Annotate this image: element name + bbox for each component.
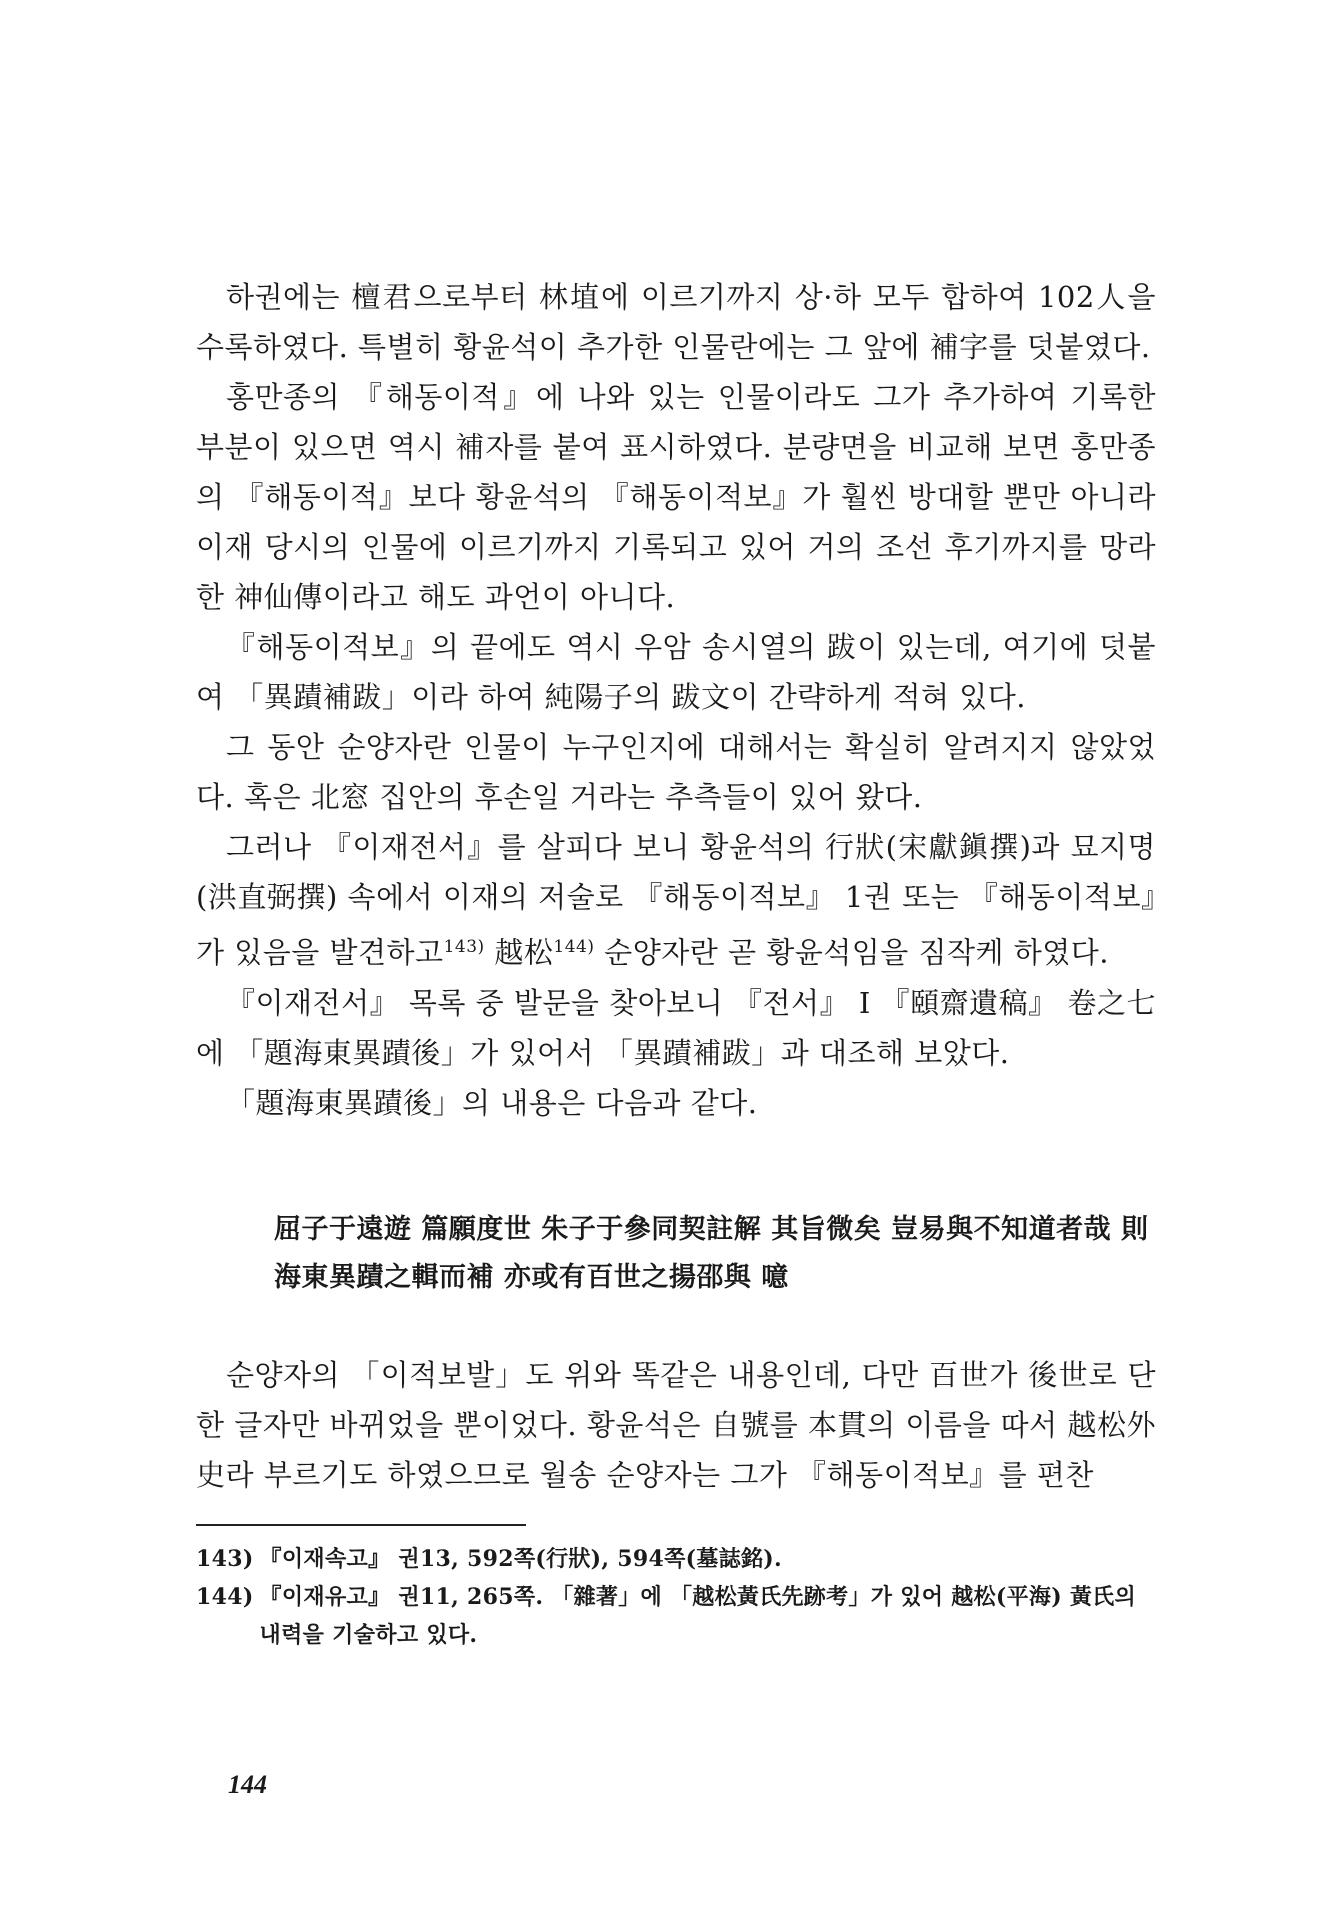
quote-line-2: 海東異蹟之輯而補 亦或有百世之揚邵與 噫 (274, 1262, 789, 1293)
paragraph-2: 홍만종의 『해동이적』에 나와 있는 인물이라도 그가 추가하여 기록한 부분이 있으면 역시 補자를 붙여 표시하였다. 분량면을 비교해 보면 홍만종의 『해동이적』보다 황윤석의 『해동이적보』가 훨씬 방대할 뿐만 아니라 이재 당시의 인물에 이르기까지 기록되고 있어 거의 조선 후기까지를 망라한 神仙傳이라고 해도 과언이 아니다. (196, 380, 1156, 614)
paragraph-4: 그 동안 순양자란 인물이 누구인지에 대해서는 확실히 알려지지 않았었다. 혹은 北窓 집안의 후손일 거라는 추측들이 있어 왔다. (196, 730, 1156, 814)
quote-line-1: 屈子于遠遊 篇願度世 朱子于參同契註解 其旨微矣 豈易與不知道者哉 則 (274, 1214, 1149, 1245)
footnote-ref-143: 143) (443, 937, 485, 957)
paragraph-8: 순양자의 「이적보발」도 위와 똑같은 내용인데, 다만 百世가 後世로 단 한 글자만 바뀌었을 뿐이었다. 황윤석은 自號를 本貫의 이름을 따서 越松外史라 부르기도 하였으므로 월송 순양자는 그가 『해동이적보』를 편찬 (196, 1358, 1156, 1492)
paragraph-5 (196, 822, 1156, 978)
footnote-ref-144: 144) (553, 937, 595, 957)
footnote-text: 『이재유고』 권11, 265쪽. 「雜著」에 「越松黃氏先跡考」가 있어 越松(平海) 黃氏의 내력을 기술하고 있다. (259, 1584, 1137, 1648)
footnotes (196, 1540, 1160, 1654)
page-number: 144 (228, 1770, 267, 1799)
paragraph-6: 『이재전서』 목록 중 발문을 찾아보니 『전서』 I 『頤齋遺稿』 卷之七에 「題海東異蹟後」가 있어서 「異蹟補跋」과 대조해 보았다. (196, 985, 1156, 1070)
paragraph-3: 『해동이적보』의 끝에도 역시 우암 송시열의 跋이 있는데, 여기에 덧붙여 「異蹟補跋」이라 하여 純陽子의 跋文이 간략하게 적혀 있다. (196, 630, 1156, 714)
paragraph-1: 하권에는 檀君으로부터 林埴에 이르기까지 상·하 모두 합하여 102人을 수록하였다. 특별히 황윤석이 추가한 인물란에는 그 앞에 補字를 덧붙였다. (196, 280, 1156, 364)
classical-chinese-quote (262, 1206, 1162, 1302)
footnote-143 (196, 1540, 1160, 1578)
footnote-number: 144) (196, 1584, 254, 1610)
footnote-divider (196, 1524, 526, 1526)
paragraph-5-text-before: 그러나 『이재전서』를 살피다 보니 황윤석의 行狀(宋獻鎭撰)과 묘지명(洪直弼撰) 속에서 이재의 저술로 『해동이적보』 1권 또는 『해동이적보』가 있음을 발견하고 (196, 830, 1156, 970)
footnote-text: 『이재속고』 권13, 592쪽(行狀), 594쪽(墓誌銘). (259, 1546, 782, 1572)
paragraph-5-text-mid: 越松 (484, 935, 554, 970)
footnote-number: 143) (196, 1546, 254, 1572)
paragraph-5-text-after: 순양자란 곧 황윤석임을 짐작케 하였다. (594, 935, 1110, 970)
main-body-text (196, 272, 1156, 1128)
paragraph-7: 「題海東異蹟後」의 내용은 다음과 같다. (226, 1085, 758, 1120)
footnote-144 (196, 1578, 1160, 1654)
main-body-text-continued (196, 1350, 1156, 1500)
